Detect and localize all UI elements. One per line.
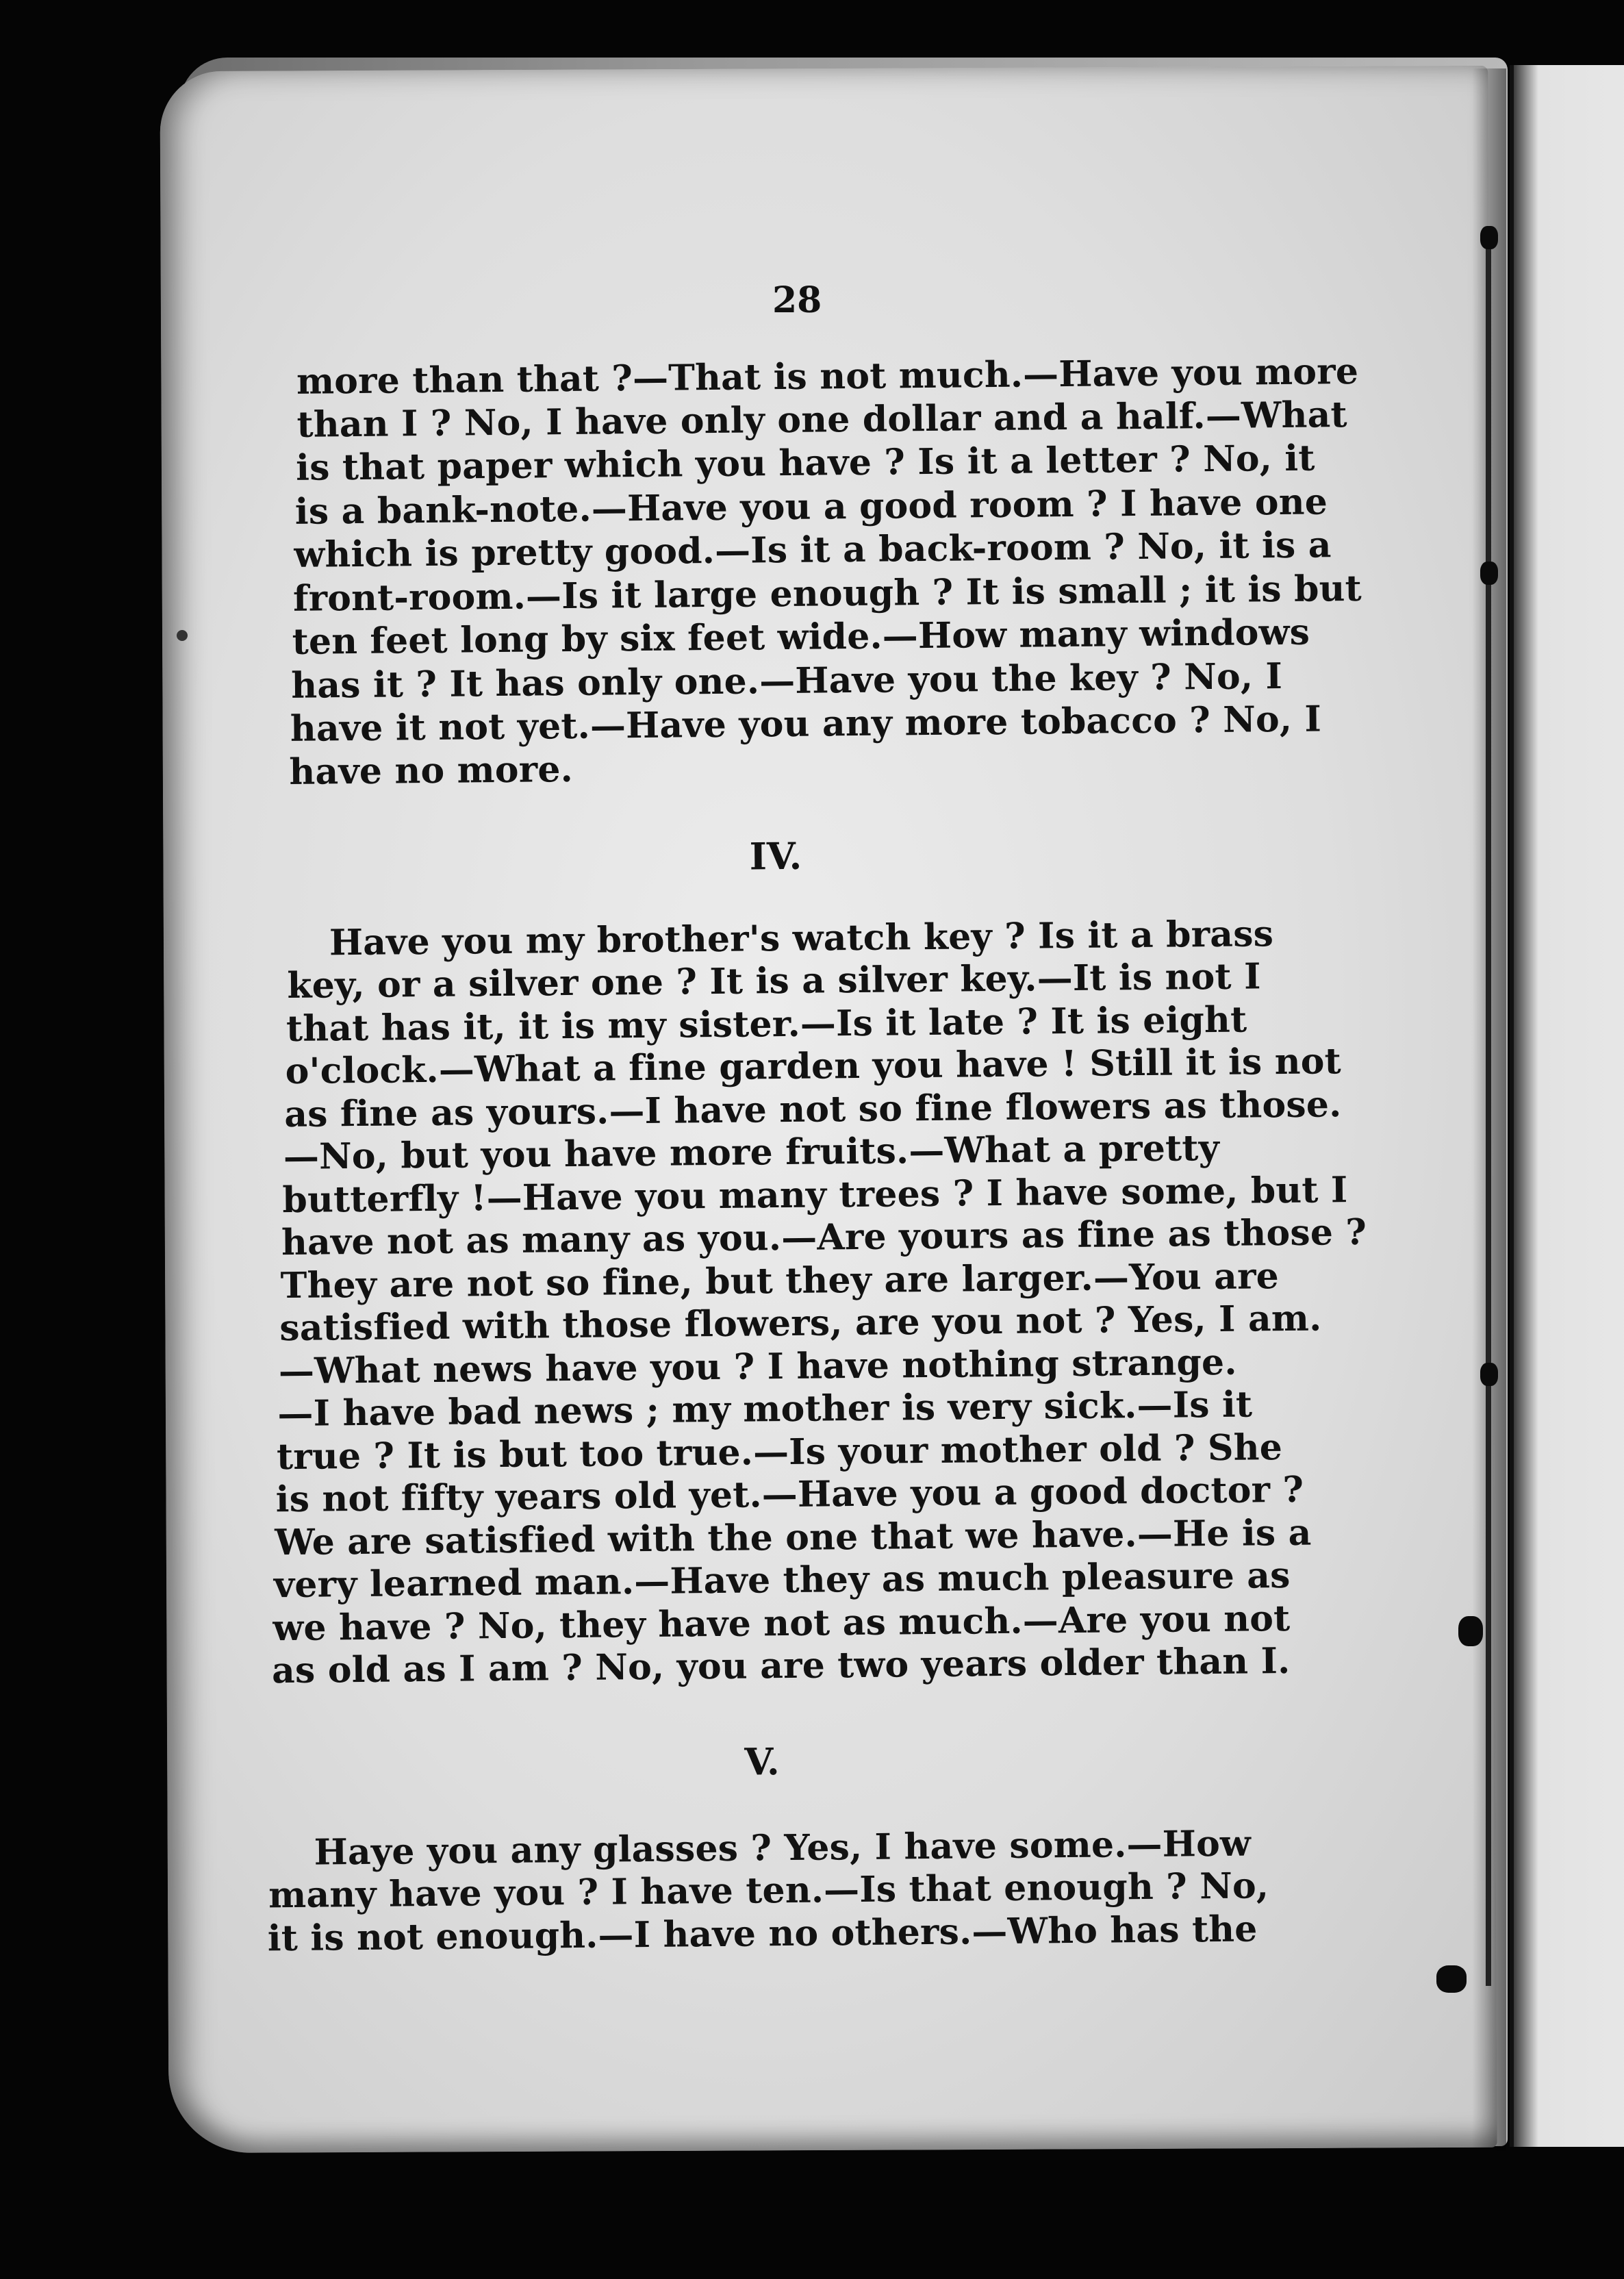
text-line: We are satisfied with the one that we have.—He is a [275,1511,1312,1564]
text-line: satisfied with those flowers, are you not ? Yes, I am. [279,1297,1322,1350]
text-line: as old as I am ? No, you are two years older than I. [271,1639,1291,1692]
text-line: have it not yet.—Have you any more tobacco ? No, I [290,698,1322,750]
page-number: 28 [772,279,822,321]
text-line: is a bank-note.—Have you a good room ? I have one [294,481,1328,533]
text-line: front-room.—Is it large enough ? It is small ; it is but [292,567,1362,620]
text-line: o'clock.—What a fine garden you have ! Still it is not [285,1040,1342,1093]
text-line: butterfly !—Have you many trees ? I have some, but I [282,1169,1348,1222]
text-line: it is not enough.—I have no others.—Who has the [267,1908,1258,1960]
text-line: key, or a silver one ? It is a silver key.—It is not I [287,955,1261,1007]
text-line: more than that ?—That is not much.—Have you more [296,350,1359,403]
text-line: —What news have you ? I have nothing strange. [278,1341,1237,1393]
section-heading: V. [744,1739,780,1784]
section-heading: IV. [749,833,802,879]
text-line: have no more. [289,748,574,793]
text-line: They are not so fine, but they are larger.—You are [280,1255,1280,1307]
text-line: that has it, it is my sister.—Is it late ? It is eight [286,998,1247,1050]
text-line: Have you my brother's watch key ? Is it a brass [329,913,1274,964]
text-line: very learned man.—Have they as much pleasure as [273,1554,1291,1607]
text-line: Haye you any glasses ? Yes, I have some.—How [314,1822,1252,1874]
text-line: is not fifty years old yet.—Have you a good doctor ? [275,1468,1304,1521]
text-line: many have you ? I have ten.—Is that enough ? No, [268,1865,1269,1917]
text-line: true ? It is but too true.—Is your mother old ? She [276,1426,1283,1478]
text-line: has it ? It has only one.—Have you the key ? No, I [291,655,1283,707]
text-line: ten feet long by six feet wide.—How many windows [292,611,1310,663]
text-line: which is pretty good.—Is it a back-room ? No, it is a [294,524,1332,576]
text-line: have not as many as you.—Are yours as fine as those ? [281,1211,1367,1264]
text-line: we have ? No, they have not as much.—Are you not [272,1597,1291,1650]
text-line: as fine as yours.—I have not so fine flowers as those. [284,1083,1342,1136]
text-line: than I ? No, I have only one dollar and a half.—What [296,394,1347,446]
text-line: —No, but you have more fruits.—What a pretty [283,1126,1220,1179]
text-line: —I have bad news ; my mother is very sick.—Is it [277,1383,1253,1435]
text-line: is that paper which you have ? Is it a letter ? No, it [295,437,1315,489]
